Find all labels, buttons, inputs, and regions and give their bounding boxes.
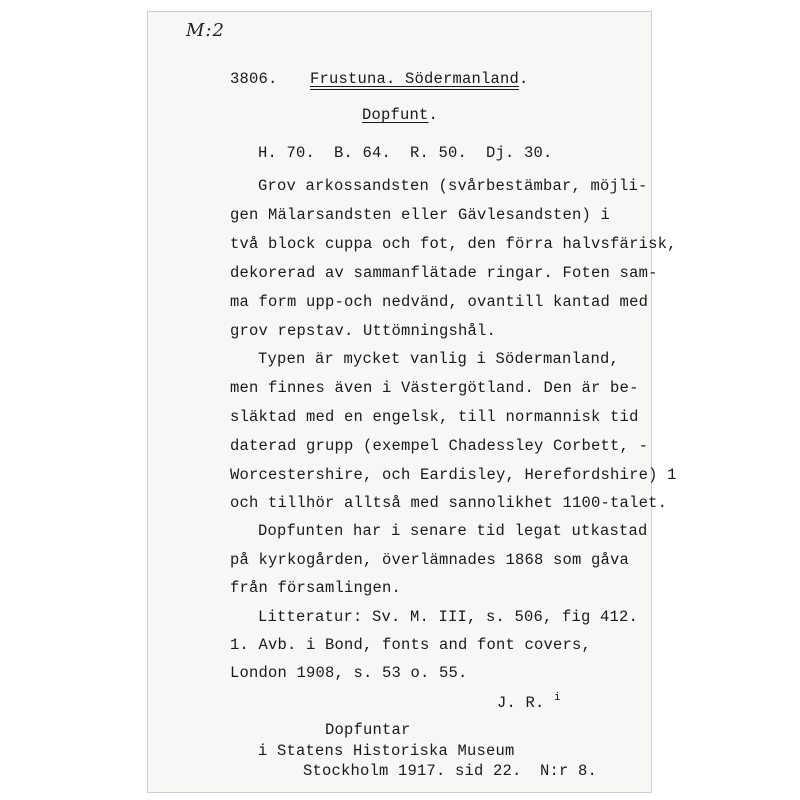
body-line: Worcestershire, och Eardisley, Herefordshire) 1 [230, 466, 677, 484]
footer-number: N:r 8. [540, 762, 598, 780]
footer-line-3: Stockholm 1917. sid 22. [303, 762, 522, 780]
measurements: H. 70. B. 64. R. 50. Dj. 30. [258, 144, 553, 162]
body-line: men finnes även i Västergötland. Den är be- [230, 379, 639, 397]
body-line: daterad grupp (exempel Chadessley Corbett, - [230, 437, 649, 455]
footer-line-2: i Statens Historiska Museum [258, 742, 515, 760]
place-period: . [519, 70, 529, 88]
body-line: och tillhör alltså med sannolikhet 1100-talet. [230, 494, 668, 512]
object-title-period: . [428, 106, 439, 124]
body-line: dekorerad av sammanflätade ringar. Foten sam- [230, 264, 658, 282]
body-line: Litteratur: Sv. M. III, s. 506, fig 412. [258, 608, 639, 626]
body-line: från församlingen. [230, 579, 402, 597]
signature [497, 694, 561, 714]
body-line: på kyrkogården, överlämnades 1868 som gåva [230, 551, 630, 569]
body-line: grov repstav. Uttömningshål. [230, 322, 497, 340]
body-line: släktad med en engelsk, till normannisk tid [230, 408, 639, 426]
catalog-number: 3806. [230, 70, 278, 88]
body-line: 1. Avb. i Bond, fonts and font covers, [230, 636, 592, 654]
body-line: London 1908, s. 53 o. 55. [230, 664, 468, 682]
place-name: Frustuna. Södermanland [310, 70, 520, 88]
object-title [362, 106, 438, 124]
object-title-text: Dopfunt [362, 106, 429, 124]
body-line: ma form upp-och nedvänd, ovantill kantad med [230, 293, 649, 311]
body-line: två block cuppa och fot, den förra halvsfärisk, [230, 235, 677, 253]
place-heading [310, 70, 529, 88]
handwritten-mark: M:2 [186, 20, 225, 41]
body-line: Grov arkossandsten (svårbestämbar, möjli- [258, 177, 648, 195]
body-line: gen Mälarsandsten eller Gävlesandsten) i [230, 206, 611, 224]
signature-superscript: i [554, 692, 561, 704]
body-line: Typen är mycket vanlig i Södermanland, [258, 350, 620, 368]
footer-line-1: Dopfuntar [325, 721, 411, 739]
signature-initials: J. R. [497, 694, 545, 712]
body-line: Dopfunten har i senare tid legat utkastad [258, 522, 648, 540]
